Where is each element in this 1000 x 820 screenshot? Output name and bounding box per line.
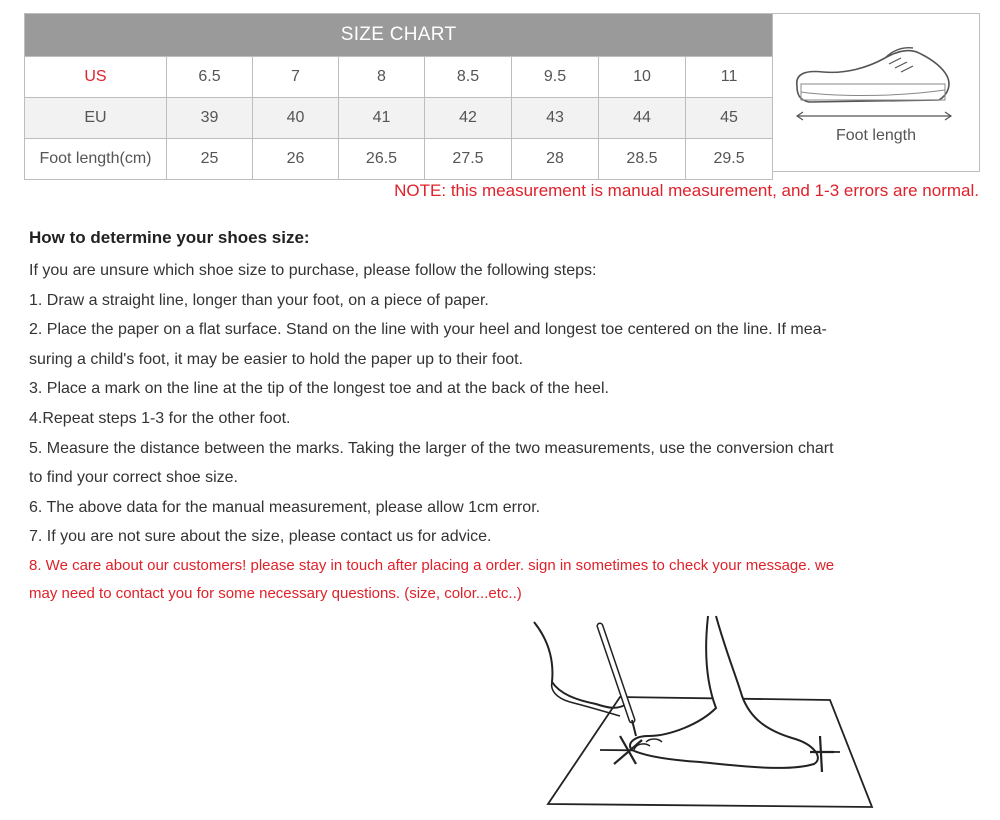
foot-length-diagram	[772, 13, 980, 172]
eu-size-cell: 44	[599, 98, 686, 139]
us-label: US	[25, 57, 167, 98]
us-size-cell: 7	[253, 57, 339, 98]
care-note: may need to contact you for some necessary questions. (size, color...etc..)	[29, 585, 522, 603]
guide-step: to find your correct shoe size.	[29, 469, 238, 487]
us-size-cell: 11	[686, 57, 773, 98]
eu-size-cell: 41	[339, 98, 425, 139]
eu-size-row	[25, 98, 773, 139]
foot-length-cell: 26.5	[339, 139, 425, 180]
guide-intro: If you are unsure which shoe size to purchase, please follow the following steps:	[29, 262, 597, 279]
foot-measuring-illustration	[530, 612, 890, 812]
guide-step: suring a child's foot, it may be easier to hold the paper up to their foot.	[29, 350, 524, 368]
eu-size-cell: 40	[253, 98, 339, 139]
eu-label: EU	[25, 98, 167, 139]
foot-length-cell: 26	[253, 139, 339, 180]
foot-length-cell: 27.5	[425, 139, 512, 180]
foot-length-caption: Foot length	[835, 127, 917, 144]
us-size-cell: 6.5	[167, 57, 253, 98]
eu-size-cell: 42	[425, 98, 512, 139]
us-size-row	[25, 57, 773, 98]
foot-length-cell: 28.5	[599, 139, 686, 180]
guide-step: 6. The above data for the manual measurement, please allow 1cm error.	[29, 498, 541, 516]
eu-size-cell: 43	[512, 98, 599, 139]
size-chart-header-row	[25, 14, 773, 57]
foot-length-label: Foot length(cm)	[25, 139, 167, 180]
us-size-cell: 8	[339, 57, 425, 98]
us-size-cell: 8.5	[425, 57, 512, 98]
measurement-note: NOTE: this measurement is manual measurement, and 1-3 errors are normal.	[394, 181, 979, 200]
size-chart	[24, 13, 979, 172]
foot-length-cell: 28	[512, 139, 599, 180]
foot-length-row	[25, 139, 773, 180]
size-guide	[29, 226, 909, 609]
size-chart-title: SIZE CHART	[25, 14, 773, 57]
foot-length-cell: 25	[167, 139, 253, 180]
guide-step: 4.Repeat steps 1-3 for the other foot.	[29, 409, 291, 427]
guide-step: 2. Place the paper on a flat surface. Stand on the line with your heel and longest toe centered on the line. If mea-	[29, 321, 827, 339]
eu-size-cell: 39	[167, 98, 253, 139]
guide-step: 5. Measure the distance between the marks. Taking the larger of the two measurements, use the conversion chart	[29, 439, 834, 457]
shoe-icon	[789, 44, 959, 124]
foot-length-cell: 29.5	[686, 139, 773, 180]
guide-step: 1. Draw a straight line, longer than your foot, on a piece of paper.	[29, 291, 489, 309]
guide-step: 3. Place a mark on the line at the tip of the longest toe and at the back of the heel.	[29, 380, 609, 398]
care-note: 8. We care about our customers! please stay in touch after placing a order. sign in sometimes to check your message. we	[29, 556, 835, 574]
guide-step: 7. If you are not sure about the size, please contact us for advice.	[29, 528, 492, 546]
eu-size-cell: 45	[686, 98, 773, 139]
us-size-cell: 9.5	[512, 57, 599, 98]
us-size-cell: 10	[599, 57, 686, 98]
size-table	[24, 13, 773, 180]
guide-heading: How to determine your shoes size:	[29, 228, 310, 247]
